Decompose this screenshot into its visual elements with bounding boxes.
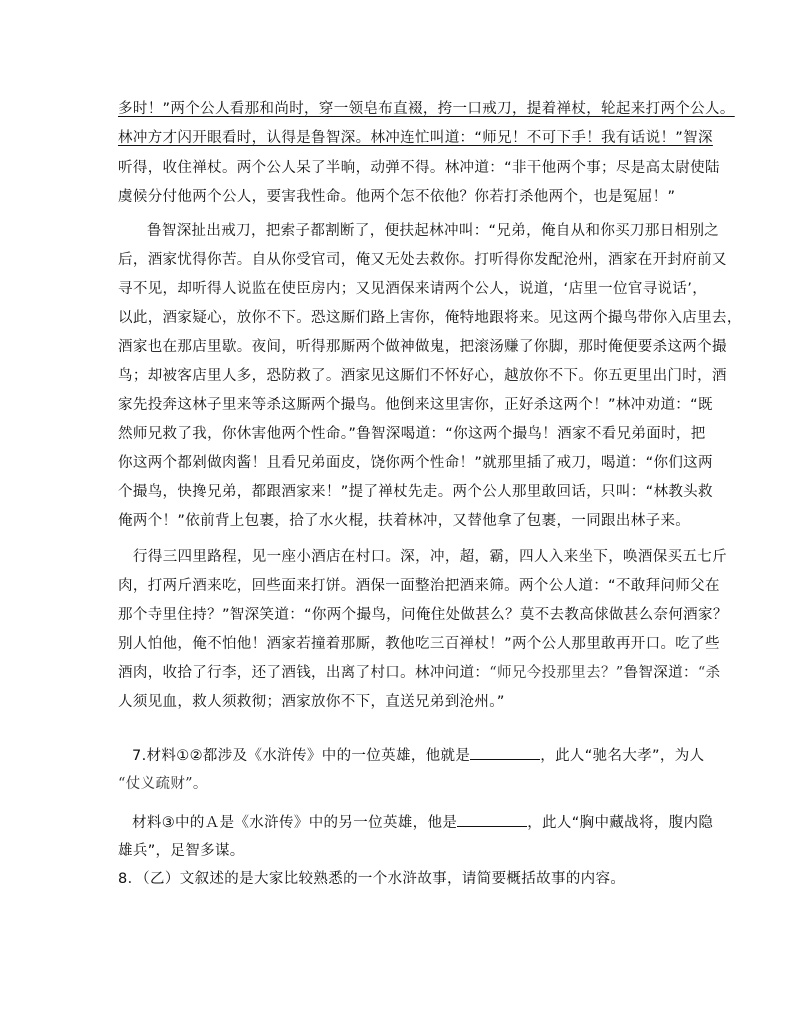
answer-blank[interactable] — [470, 745, 540, 760]
passage-line: 你这两个都剁做肉酱！且看兄弟面皮，饶你两个性命！”就那里插了戒刀，喝道：“你们这两 — [118, 455, 713, 471]
question-7-line — [132, 745, 704, 766]
passage-line: 鸟；却被客店里人多，恐防救了。酒家见这厮们不怀好心，越放你不下。你五更里出门时，酒 — [118, 368, 727, 384]
passage-line: 别人怕他，俺不怕他！酒家若撞着那厮，教他吃三百禅杖！”两个公人那里敢再开口。吃了些 — [118, 636, 720, 652]
passage-line: 以此，酒家疑心，放你不下。恐这厮们路上害你，俺特地跟将来。见这两个撮鸟带你入店里去， — [118, 310, 742, 326]
question-text: ，此人“胸中藏战将，腹内隐 — [527, 815, 714, 831]
passage-text: “杀 — [697, 665, 721, 681]
question-8: 8．（乙）文叙述的是大家比较熟悉的一个水浒故事，请简要概括故事的内容。 — [118, 871, 626, 887]
passage-line: 林冲方才闪开眼看时，认得是鲁智深。林冲连忙叫道：“师兄！不可下手！我有话说！”智深 — [118, 130, 713, 146]
passage-line: 听得，收住禅杖。两个公人呆了半晌，动弹不得。林冲道：“非干他两个事；尽是高太尉使陆 — [118, 160, 720, 176]
passage-line — [118, 663, 720, 683]
passage-line: 多时！”两个公人看那和尚时，穿一领皂布直裰，挎一口戒刀，提着禅杖，轮起来打两个公人。 — [118, 101, 735, 117]
passage-line: 寻不见，却听得人说监在使臣房内；又见酒保来请两个公人，说道，‘店里一位官寻说话’， — [118, 281, 708, 297]
passage-line: 那个寺里住持？”智深笑道：“你两个撮鸟，问俺住处做甚么？莫不去教高俅做甚么奈何酒家？ — [118, 607, 728, 623]
passage-line: 行得三四里路程，见一座小酒店在村口。深，冲，超，霸，四人入来坐下，唤酒保买五七斤 — [133, 549, 727, 565]
passage-line: 然师兄救了我，你休害他两个性命。”鲁智深喝道：“你这两个撮鸟！酒家不看兄弟面时，把 — [118, 426, 706, 442]
question-7b-line: 雄兵”，足智多谋。 — [118, 843, 245, 859]
passage-line: 人须见血，救人须救彻；酒家放你不下，直送兄弟到沧州。” — [118, 694, 505, 710]
passage-line: 虞候分付他两个公人，要害我性命。他两个怎不依他？你若打杀他两个，也是冤屈！” — [118, 189, 676, 205]
question-7-line: “仗义疏财”。 — [118, 776, 208, 792]
passage-line: 鲁智深扯出戒刀，把索子都割断了，便扶起林冲叫：“兄弟，俺自从和你买刀那日相别之 — [147, 223, 720, 239]
question-7b-line — [132, 812, 713, 833]
question-text: 7.材料①②都涉及《水浒传》中的一位英雄，他就是 — [132, 748, 471, 764]
question-text: 材料③中的Ａ是《水浒传》中的另一位英雄，他是 — [132, 815, 458, 831]
passage-line: 肉，打两斤酒来吃，回些面来打饼。酒保一面整治把酒来筛。两个公人道：“不敢拜问师父在 — [118, 578, 720, 594]
question-text: ，此人“驰名大孝”，为人 — [540, 748, 705, 764]
passage-line: 酒家也在那店里歇。夜间，听得那厮两个做神做鬼，把滚汤赚了你脚，那时俺便要杀这两个撮 — [118, 339, 727, 355]
passage-line: 俺两个！”依前背上包裹，拾了水火棍，扶着林冲，又替他拿了包裹，一同跟出林子来。 — [118, 513, 691, 529]
passage-text: 鲁智深道： — [623, 665, 698, 681]
passage-text: “师兄今投那里去？” — [489, 665, 624, 681]
passage-text: 酒肉，收拾了行李，还了酒钱，出离了村口。林冲问道： — [118, 665, 490, 681]
passage-line: 家先投奔这林子里来等杀这厮两个撮鸟。他倒来这里害你，正好杀这两个！”林冲劝道：“既 — [118, 397, 713, 413]
passage-line: 个撮鸟，快搀兄弟，都跟酒家来！”提了禅杖先走。两个公人那里敢回话，只叫：“林教头救 — [118, 484, 713, 500]
answer-blank[interactable] — [457, 812, 527, 827]
passage-line: 后，酒家忧得你苦。自从你受官司，俺又无处去救你。打听得你发配沧州，酒家在开封府前又 — [118, 252, 727, 268]
